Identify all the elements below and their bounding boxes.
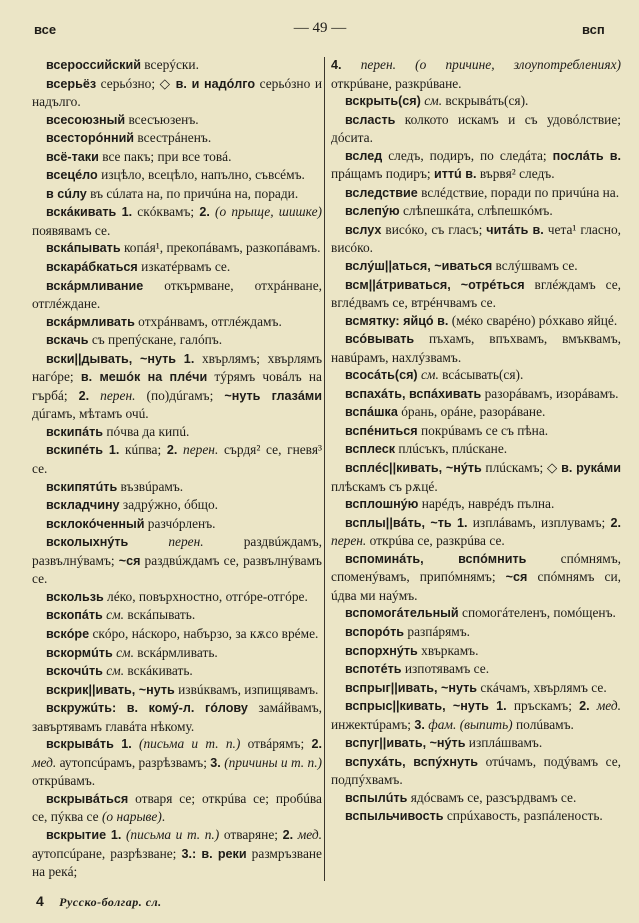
headword: вскладчину	[46, 498, 120, 513]
dictionary-entry	[32, 166, 322, 185]
headword: всосáть(ся)	[345, 368, 418, 383]
headword: всероссийский	[46, 58, 141, 72]
dictionary-entry	[331, 789, 621, 808]
headword: вскормúть	[46, 645, 113, 660]
usage-label: мед.	[32, 754, 57, 770]
dictionary-entry	[32, 662, 322, 681]
dictionary-entry	[32, 185, 322, 204]
translation: аутопсúрамъ, разрѣзвамъ;	[56, 754, 211, 770]
translation: спрúхавость, разпáленость.	[443, 808, 603, 824]
translation: открúва се, разкрúва се.	[366, 533, 505, 549]
dictionary-entry	[331, 422, 621, 441]
translation: отвáрямъ;	[240, 736, 312, 752]
usage-label: (о нарыве)	[101, 809, 162, 825]
headword: всмятку: яйцó в.	[345, 313, 449, 328]
translation: всáсывать(ся).	[438, 367, 524, 383]
usage-label: (письма и т. п.)	[125, 826, 220, 842]
headword: вспахáть, вспáхивать	[345, 386, 482, 401]
translation: разорáвамъ, изорáвамъ.	[481, 385, 619, 401]
headword: вскрывáться	[46, 791, 129, 806]
translation: задрýжно, óбщо.	[119, 497, 219, 513]
dictionary-entry	[331, 440, 621, 459]
headword: вслýш||аться, ~иваться	[345, 259, 493, 274]
dictionary-entry	[331, 753, 621, 789]
headword: вспáшка	[345, 405, 398, 420]
headword: всерьёз	[46, 76, 97, 91]
headword: 3.: в. реки	[181, 846, 247, 861]
usage-label: перен.	[168, 534, 204, 550]
translation: спóмнямъ, споменýвамъ, припóмнямъ;	[331, 550, 621, 585]
translation: отваряне;	[219, 826, 283, 842]
translation: копáя¹, прекопáвамъ, разкопáвамъ.	[120, 240, 321, 256]
dictionary-entry	[331, 459, 621, 495]
translation: ядóсвамъ се, разсърдвамъ се.	[407, 789, 577, 805]
translation: размръзване на рекá;	[32, 845, 322, 880]
translation: серьóзно; ◇	[96, 75, 176, 91]
headword: вспылúть	[345, 790, 408, 805]
translation: замáйвамъ, завъртявамъ главáта нѣкому.	[32, 700, 322, 734]
translation: следъ, подиръ, по следáта;	[382, 147, 553, 163]
page-number: — 49 —	[293, 20, 347, 36]
headword: вскрик||ивать, ~нуть	[46, 682, 175, 697]
translation: (мéко сварéно) рóхкаво яйцé.	[448, 312, 618, 328]
translation: пъхамъ, впъхвамъ, вмъквамъ, навúрамъ, нахлýзвамъ.	[331, 331, 621, 365]
headword: всецéло	[46, 168, 98, 183]
dictionary-entry	[32, 111, 322, 130]
dictionary-entry	[331, 403, 621, 422]
translation: изплáшвамъ.	[465, 735, 543, 751]
dictionary-entry	[331, 550, 621, 605]
headword: вспыльчивость	[345, 809, 444, 824]
dictionary-entry	[331, 312, 621, 331]
usage-label: перен.	[100, 387, 136, 403]
headword: 3.	[414, 717, 425, 732]
headword: вскрывáть 1.	[46, 737, 132, 752]
headword: вскáрмливать	[46, 314, 135, 329]
headword: всплеск	[345, 442, 396, 457]
dictionary-entry	[32, 441, 322, 477]
dictionary-entry	[331, 385, 621, 404]
headword: 2.	[282, 827, 294, 842]
dictionary-entry	[32, 277, 322, 313]
dictionary-entry	[331, 366, 621, 385]
dictionary-entry	[331, 807, 621, 826]
footer-signature	[36, 893, 162, 910]
usage-label: перен.	[183, 442, 219, 458]
usage-label: см.	[106, 607, 124, 623]
dictionary-entry	[331, 56, 621, 92]
headword: вскáрмливание	[46, 278, 144, 293]
headword: в. мешóк на плéчи	[80, 370, 208, 385]
translation: плѣскамъ съ рѫцé.	[331, 478, 438, 494]
translation	[342, 57, 361, 72]
translation: вскáкивать.	[124, 663, 193, 679]
translation: вскáрмливать.	[133, 644, 218, 660]
translation: възвúрамъ.	[117, 478, 184, 494]
headword: вскружúть: в. комý-л. гóлову	[46, 701, 248, 716]
dictionary-entry	[331, 92, 621, 111]
headword: вскачь	[46, 333, 89, 348]
headword: вспотéть	[345, 662, 402, 677]
usage-label: (письма и т. п.)	[139, 736, 241, 752]
translation: дúгамъ, мѣтамъ очú.	[32, 406, 149, 422]
translation: раздвúждамъ се, развълнýвамъ се.	[32, 552, 322, 587]
usage-label: мед.	[596, 698, 621, 714]
translation: разпáрямъ.	[404, 623, 471, 639]
translation	[590, 698, 597, 713]
translation: изцѣло, всецѣло, напълно, съвсéмъ.	[97, 167, 305, 183]
headword: в сúлу	[46, 186, 87, 201]
dictionary-entry	[32, 496, 322, 515]
headword: ~нуть глазáми	[224, 388, 322, 403]
translation: прáщамъ подиръ;	[331, 166, 434, 182]
dictionary-entry	[331, 604, 621, 623]
headword: вскипéть 1.	[46, 443, 120, 458]
headword: 2.	[199, 205, 210, 220]
dictionary-entry	[32, 313, 322, 332]
headword: вскипáть	[46, 424, 103, 439]
dictionary-entry	[32, 56, 322, 75]
translation: тýрямъ човáлъ на гърбá;	[32, 369, 322, 403]
translation: пръскамъ;	[506, 698, 580, 714]
translation: вскрывáть(ся).	[442, 93, 529, 109]
dictionary-entry	[331, 111, 621, 147]
translation: отхрáнвамъ, отглéждамъ.	[134, 313, 282, 329]
dictionary-entry	[331, 623, 621, 642]
headword: всласть	[345, 112, 396, 127]
translation: всестрáненъ.	[134, 130, 212, 146]
headword: 2.	[579, 699, 590, 714]
dictionary-entry	[331, 221, 621, 257]
guide-word-left: все	[34, 22, 57, 37]
dictionary-entry	[331, 697, 621, 734]
headword: послáть в.	[552, 148, 622, 163]
translation: чета¹ гласно, висóко.	[331, 221, 622, 256]
usage-label: (причины и т. п.)	[224, 754, 323, 770]
headword: в. и надóлго	[175, 76, 256, 91]
headword: всё-таки	[46, 149, 99, 164]
usage-label: см.	[116, 644, 134, 660]
dictionary-entry	[32, 625, 322, 644]
signature-title: Русско-болгар. сл.	[59, 895, 162, 909]
translation: плúскамъ; ◇	[481, 460, 562, 476]
headword: всесоюзный	[46, 112, 126, 127]
translation: (по)дúгамъ;	[135, 387, 225, 403]
translation: пóчва да кипú.	[103, 423, 190, 439]
headword: всплошнýю	[345, 497, 419, 512]
headword: вспорхнýть	[345, 643, 418, 658]
translation: хвърлямъ; хвърлямъ нагóре;	[32, 350, 322, 385]
headword: в. рукáми	[561, 461, 621, 476]
translation	[128, 534, 168, 549]
dictionary-entry	[32, 239, 322, 258]
headword: 2.	[78, 388, 90, 403]
translation: плúсъкъ, плúскане.	[395, 441, 508, 457]
headword: 2.	[311, 737, 322, 752]
dictionary-entry	[32, 350, 322, 423]
translation: кúпва;	[119, 442, 167, 458]
translation: скóро, нáскоро, набързо, за кѫсо врéме.	[89, 625, 319, 641]
dictionary-entry	[331, 276, 621, 312]
translation: вслýшвамъ се.	[492, 258, 578, 274]
translation: отваря се; открúва се; пробúва се, пýква се	[32, 790, 322, 825]
translation	[132, 736, 139, 751]
dictionary-entry	[331, 495, 621, 514]
headword: вскопáть	[46, 608, 103, 623]
dictionary-entry	[331, 184, 621, 203]
right-column	[331, 56, 621, 826]
headword: вспомогáтельный	[345, 606, 459, 621]
translation: извúквамъ, изпищявамъ.	[174, 681, 319, 697]
headword: читáть в.	[486, 222, 544, 237]
headword: вспéниться	[345, 423, 418, 438]
dictionary-entry	[331, 257, 621, 276]
translation: хвъркамъ.	[417, 642, 479, 658]
dictionary-entry	[32, 148, 322, 167]
headword: вскользь	[46, 589, 104, 604]
usage-label: фам.	[428, 716, 457, 732]
headword: вскрыть(ся)	[345, 94, 421, 109]
dictionary-entry	[32, 588, 322, 607]
headword: вскипятúть	[46, 479, 118, 494]
headword: всклокóченный	[46, 516, 145, 531]
headword: всколыхнýть	[46, 535, 129, 550]
translation: сърдя² се, гневя³ се.	[32, 442, 322, 477]
dictionary-entry	[32, 75, 322, 111]
headword: всм||áтриваться, ~отрéться	[345, 277, 525, 292]
translation: съ препýскане, галóпъ.	[88, 332, 223, 348]
translation: открúване, разкрúване.	[331, 75, 462, 91]
translation: вглéждамъ се, вглéдвамъ се, втрéнчвамъ се.	[331, 276, 621, 311]
dictionary-entry	[32, 129, 322, 148]
headword: вски||дывать, ~нуть 1.	[46, 351, 195, 366]
headword: 2.	[610, 515, 621, 530]
headword: всесторóнний	[46, 131, 135, 146]
signature-number: 4	[36, 893, 44, 909]
headword: вспрыс||кивать, ~нуть 1.	[345, 699, 507, 714]
headword: 3.	[210, 755, 221, 770]
dictionary-entry	[32, 423, 322, 442]
translation: спомогáтеленъ, помóщенъ.	[458, 605, 616, 621]
dictionary-entry	[32, 515, 322, 534]
translation: изпотявамъ се.	[401, 661, 490, 677]
translation: откърмване, отхрáнване, отглéждане.	[32, 277, 322, 312]
dictionary-entry	[331, 734, 621, 753]
translation: въ сúлата на, по причúна на, поради.	[86, 185, 299, 201]
headword: вспуг||ивать, ~нýть	[345, 736, 466, 751]
dictionary-entry	[331, 147, 621, 184]
translation: слѣпешкáта, слѣпешкóмъ.	[399, 203, 553, 219]
headword: ~ся	[505, 570, 528, 585]
headword: 4.	[331, 58, 342, 72]
translation: аутопсúране, разрѣзване;	[32, 845, 182, 861]
translation: покрúвамъ се съ пѣна.	[417, 422, 549, 438]
translation: инжектúрамъ;	[331, 716, 415, 732]
usage-label: перен. (о причине, злоупотреблениях)	[360, 57, 621, 72]
usage-label: перен.	[331, 533, 367, 549]
dictionary-entry	[32, 203, 322, 239]
guide-word-right: всп	[582, 22, 605, 37]
usage-label: см.	[106, 663, 125, 679]
translation: всерýски.	[140, 57, 199, 72]
dictionary-entry	[32, 331, 322, 350]
headword: вслух	[345, 222, 382, 237]
headword: вслед	[345, 148, 383, 163]
translation: скáчамъ, хвърлямъ се.	[477, 679, 607, 695]
translation: изплáвамъ, изплувамъ;	[467, 514, 611, 530]
usage-label: см.	[420, 367, 439, 383]
translation: раздвúждамъ, развълнýвамъ;	[32, 534, 322, 568]
headword: 2.	[166, 443, 178, 458]
translation: вървя² следъ.	[476, 166, 555, 182]
translation: скóквамъ;	[132, 204, 200, 220]
headword: вслепýю	[345, 204, 400, 219]
translation: полúвамъ.	[512, 716, 574, 732]
headword: всплéс||кивать, ~нýть	[345, 461, 482, 476]
dictionary-entry	[331, 660, 621, 679]
headword: вспухáть, вспýхнуть	[345, 754, 479, 769]
translation	[89, 388, 100, 403]
translation: все пакъ; при все товá.	[98, 148, 232, 164]
translation: нарéдъ, наврéдъ пълна.	[418, 496, 555, 512]
usage-label: (выпить)	[459, 716, 513, 732]
translation: отúчамъ, подýвамъ се, подпýхвамъ.	[331, 753, 621, 788]
left-column	[32, 56, 322, 881]
column-divider	[324, 57, 325, 881]
headword: вскочúть	[46, 664, 103, 679]
translation: разчóрленъ.	[144, 515, 216, 531]
usage-label: см.	[424, 93, 443, 109]
headword: вспрыг||ивать, ~нуть	[345, 680, 478, 695]
translation: óрань, орáне, разорáване.	[397, 404, 546, 420]
usage-label: мед.	[297, 826, 322, 842]
translation: всесъюзенъ.	[125, 111, 199, 127]
translation: спóмнямъ си, úдва ми наýмъ.	[331, 569, 622, 603]
translation: лéко, повърхностно, отгóре-отгóре.	[103, 588, 308, 604]
headword: вскóре	[46, 626, 90, 641]
translation: висóко, съ гласъ;	[381, 221, 487, 237]
headword: ~ся	[118, 553, 141, 568]
translation: колкото искамъ и съ удовóлствие; дóсита.	[331, 111, 621, 146]
translation: вслéдствие, поради по причúна на.	[417, 184, 620, 200]
dictionary-entry	[32, 790, 322, 826]
translation: открúвамъ.	[32, 773, 96, 789]
headword: иттú в.	[433, 167, 477, 182]
dictionary-entry	[32, 478, 322, 497]
dictionary-entry	[32, 258, 322, 277]
headword: всплы||вáть, ~ть 1.	[345, 515, 468, 530]
headword: вспоминáть, вспóмнить	[345, 551, 527, 566]
dictionary-entry	[32, 533, 322, 588]
dictionary-entry	[331, 679, 621, 698]
usage-label: (о прыще, шишке)	[215, 204, 322, 220]
dictionary-entry	[331, 514, 621, 550]
dictionary-entry	[331, 330, 621, 366]
headword: всóвывать	[345, 332, 415, 347]
headword: вспорóть	[345, 624, 405, 639]
dictionary-entry	[32, 644, 322, 663]
dictionary-entry	[32, 826, 322, 881]
headword: вскрытие 1.	[46, 827, 122, 842]
dictionary-entry	[32, 606, 322, 625]
dictionary-entry	[32, 681, 322, 700]
dictionary-entry	[331, 202, 621, 221]
translation: .	[161, 809, 166, 825]
dictionary-entry	[331, 642, 621, 661]
translation: вскáпывать.	[124, 607, 196, 623]
headword: вследствие	[345, 185, 418, 200]
headword: вскáпывать	[46, 241, 121, 256]
translation: серьóзно и надълго.	[32, 75, 322, 110]
headword: вскáкивать 1.	[46, 205, 133, 220]
dictionary-entry	[32, 735, 322, 790]
headword: вскарáбкаться	[46, 260, 138, 275]
translation: появявамъ се.	[32, 222, 111, 238]
translation: изкатéрвамъ се.	[137, 259, 231, 275]
dictionary-entry	[32, 699, 322, 735]
